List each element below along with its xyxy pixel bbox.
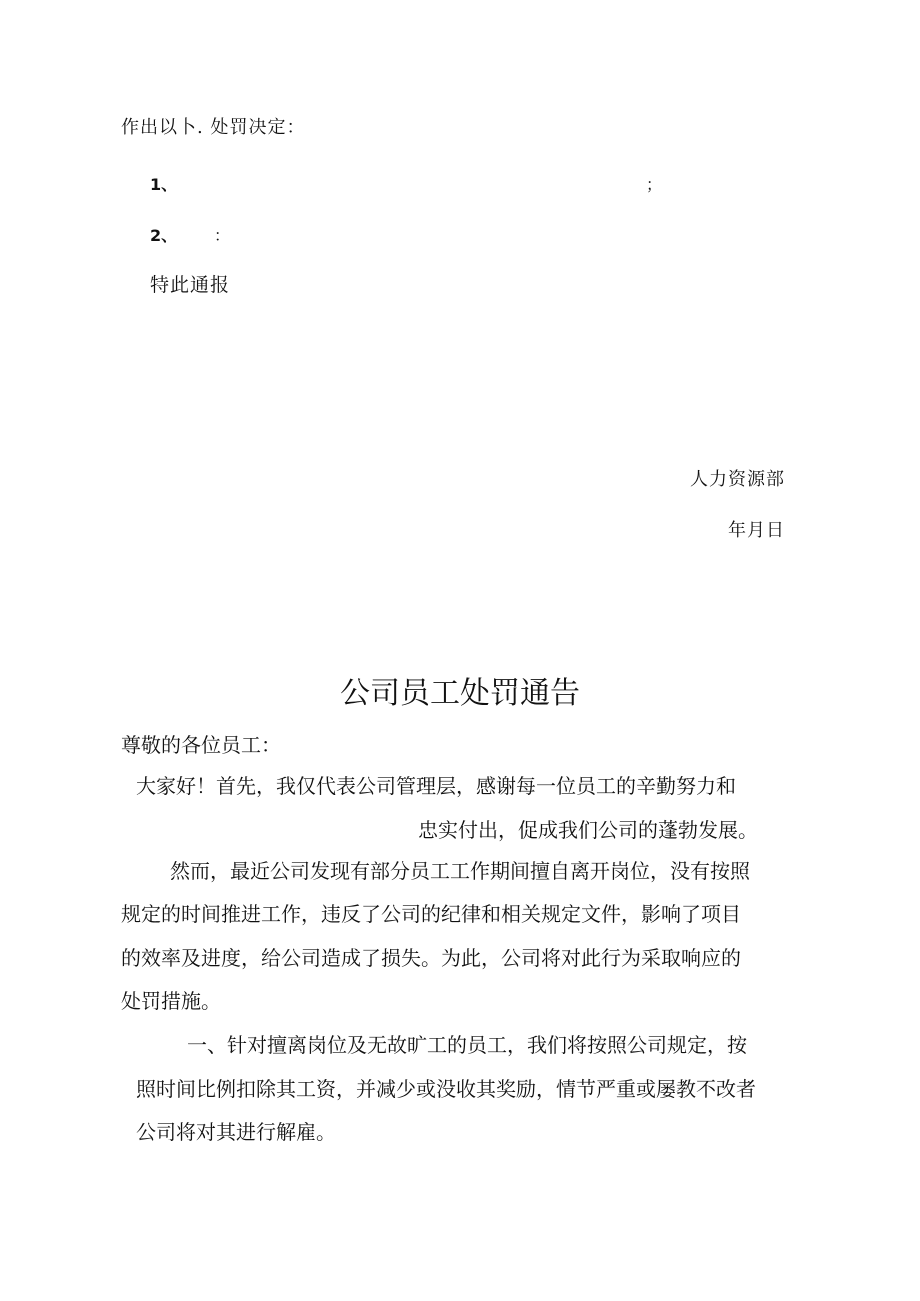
paragraph-line: 然而，最近公司发现有部分员工工作期间擅自离开岗位，没有按照 <box>170 859 750 883</box>
closing-phrase: 特此通报 <box>150 274 231 296</box>
list-item-punctuation: ； <box>646 175 663 194</box>
notice-title: 公司员工处罚通告 <box>340 676 580 711</box>
list-item-number: 2、 <box>150 226 178 245</box>
paragraph-line: 照时间比例扣除其工资，并减少或没收其奖励，情节严重或屡教不改者 <box>136 1077 756 1101</box>
list-item-punctuation: ： <box>214 226 231 245</box>
paragraph-line: 一、针对擅离岗位及无故旷工的员工，我们将按照公司规定，按 <box>187 1033 747 1057</box>
greeting-line: 忠实付出，促成我们公司的蓬勃发展。 <box>418 818 758 842</box>
list-item-number: 1、 <box>150 175 178 194</box>
issue-date: 年月日 <box>728 520 785 541</box>
paragraph-line: 的效率及进度，给公司造成了损失。为此，公司将对此行为采取响应的 <box>121 946 741 970</box>
paragraph-line: 公司将对其进行解雇。 <box>136 1120 336 1144</box>
paragraph-line: 规定的时间推进工作，违反了公司的纪律和相关规定文件，影响了项目 <box>121 902 741 926</box>
greeting-line: 大家好！首先，我仅代表公司管理层，感谢每一位员工的辛勤努力和 <box>136 774 736 798</box>
salutation: 尊敬的各位员工： <box>121 733 281 757</box>
paragraph-line: 处罚措施。 <box>121 989 221 1013</box>
decision-intro: 作出以卜. 处罚决定： <box>121 117 306 138</box>
issuing-department: 人力资源部 <box>690 469 785 490</box>
